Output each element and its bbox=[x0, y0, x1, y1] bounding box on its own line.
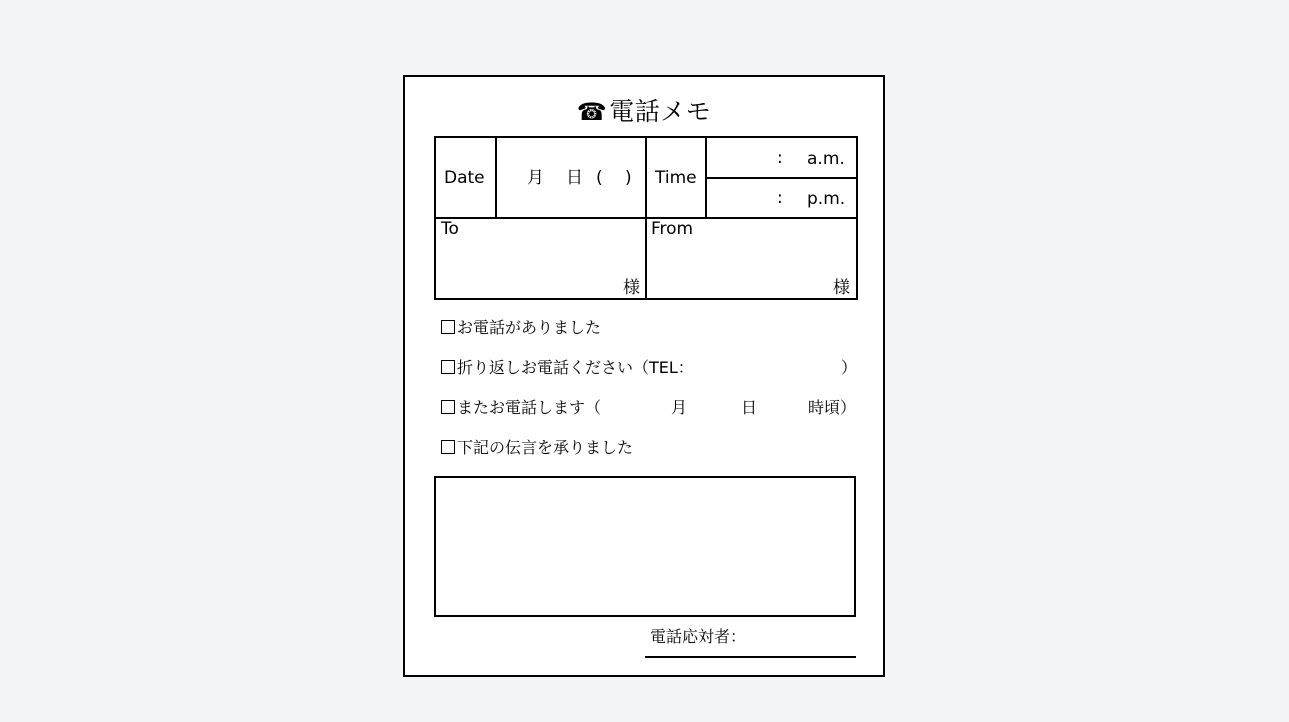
am-colon[interactable]: : bbox=[777, 148, 783, 168]
callback-time-label: 時頃） bbox=[808, 398, 857, 417]
date-label: Date bbox=[444, 168, 485, 188]
to-label: To bbox=[441, 219, 459, 239]
callback-day-label: 日 bbox=[741, 398, 758, 417]
checkbox-label: お電話がありました bbox=[457, 318, 602, 337]
telephone-icon: ☎ bbox=[576, 98, 608, 126]
am-label: a.m. bbox=[807, 149, 845, 169]
date-day-label[interactable]: 日 bbox=[566, 168, 583, 188]
date-weekday-close: ) bbox=[625, 168, 632, 188]
tel-close-paren: ） bbox=[841, 358, 858, 377]
time-label: Time bbox=[655, 168, 697, 188]
checkbox-icon[interactable] bbox=[441, 320, 455, 334]
checkbox-label: 下記の伝言を承りました bbox=[457, 438, 634, 457]
memo-title bbox=[405, 95, 883, 129]
date-month-label[interactable]: 月 bbox=[527, 168, 544, 188]
grid-divider bbox=[706, 177, 856, 179]
pm-label: p.m. bbox=[807, 189, 846, 209]
to-honorific: 様 bbox=[623, 278, 640, 298]
date-weekday-open: ( bbox=[596, 168, 603, 188]
message-box[interactable] bbox=[434, 476, 856, 617]
callback-month-label: 月 bbox=[671, 398, 688, 417]
from-honorific: 様 bbox=[833, 278, 850, 298]
grid-divider bbox=[495, 138, 497, 218]
checkbox-icon[interactable] bbox=[441, 400, 455, 414]
responder-signature-line[interactable] bbox=[645, 656, 856, 658]
from-label: From bbox=[651, 219, 694, 239]
checkbox-call-back[interactable] bbox=[441, 357, 861, 379]
checkbox-message-taken[interactable] bbox=[441, 437, 861, 459]
memo-header-grid bbox=[434, 136, 858, 300]
checkbox-icon[interactable] bbox=[441, 360, 455, 374]
pm-colon[interactable]: : bbox=[777, 188, 783, 208]
memo-title-text: 電話メモ bbox=[609, 97, 712, 126]
checkbox-will-call-again[interactable] bbox=[441, 397, 861, 419]
grid-divider bbox=[436, 217, 856, 219]
responder-label: 電話応対者： bbox=[650, 627, 747, 646]
phone-memo-sheet bbox=[403, 75, 885, 677]
checkbox-icon[interactable] bbox=[441, 440, 455, 454]
checkbox-label: 折り返しお電話ください（TEL： bbox=[457, 358, 694, 377]
checkbox-called[interactable] bbox=[441, 317, 861, 339]
checkbox-label: またお電話します（ bbox=[457, 398, 602, 417]
